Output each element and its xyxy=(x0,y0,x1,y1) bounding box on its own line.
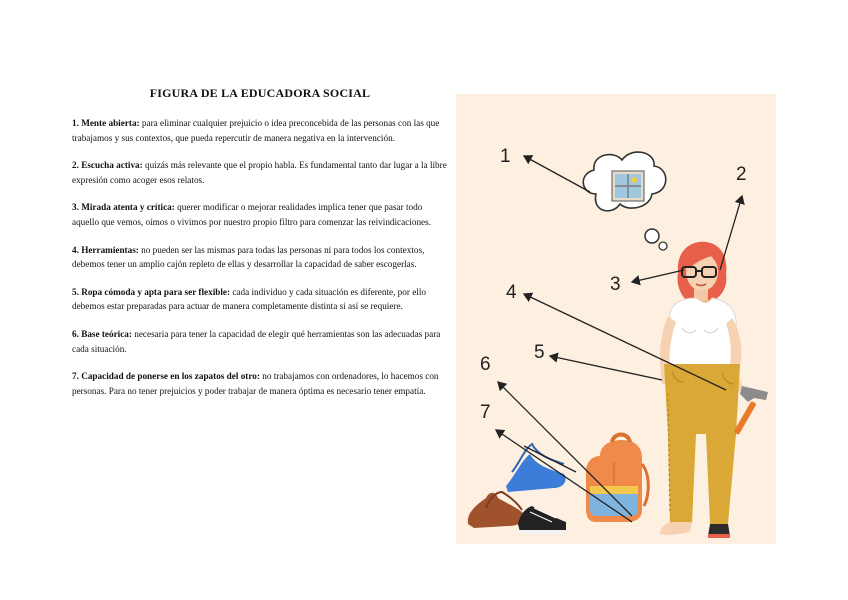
item-label: 5. Ropa cómoda y apta para ser flexible: xyxy=(72,286,231,297)
item-label: 6. Base teórica: xyxy=(72,328,132,339)
item-label: 3. Mirada atenta y crítica: xyxy=(72,202,175,213)
item-text: necesaria para tener la capacidad de elegir qué herramientas son las adecuadas para cada situación. xyxy=(72,328,441,354)
item-text: cada individuo y cada situación es diferente, por ello debemos estar preparadas para actuar de manera completamente distinta si así se requiere. xyxy=(72,286,426,312)
item-label: 2. Escucha activa: xyxy=(72,160,143,171)
list-item xyxy=(72,285,450,314)
callout-number: 7 xyxy=(480,402,491,423)
callout-number: 1 xyxy=(500,146,511,167)
item-text: quizás más relevante que el propio habla. Es fundamental tanto dar lugar a la libre expresión como acoger esos relatos. xyxy=(72,160,447,185)
list-item xyxy=(72,369,450,398)
item-label: 4. Herramientas: xyxy=(72,244,139,255)
callout-number: 5 xyxy=(534,342,545,363)
shoes-icon xyxy=(468,444,566,534)
callout-number: 2 xyxy=(736,164,747,185)
item-label: 1. Mente abierta: xyxy=(72,118,140,128)
list-item xyxy=(72,116,450,145)
qualities-list xyxy=(72,116,450,411)
callout-number: 3 xyxy=(610,274,621,295)
window-icon xyxy=(612,171,644,201)
callout-number: 6 xyxy=(480,354,491,375)
hammer-icon xyxy=(733,386,768,435)
item-text: no trabajamos con ordenadores, lo hacemos con personas. Para no tener prejuicios y poder trabajar de manera óptima es necesario tener empatía. xyxy=(72,371,439,396)
list-item xyxy=(72,200,450,229)
educator-figure xyxy=(660,242,744,538)
item-text: para eliminar cualquier prejuicio o idea preconcebida de las personas con las que trabajamos y sus contextos, que pueda repercutir de manera negativa en la intervención. xyxy=(72,118,440,143)
list-item xyxy=(72,158,450,187)
item-label: 7. Capacidad de ponerse en los zapatos del otro: xyxy=(72,371,260,382)
page-title: FIGURA DE LA EDUCADORA SOCIAL xyxy=(149,86,371,100)
item-text: querer modificar o mejorar realidades implica tener que pasar todo aquello que vemos, oímos o vivimos por nuestro propio filtro para comenzar las reivindicaciones. xyxy=(72,202,431,227)
list-item xyxy=(72,243,450,272)
callout-number: 4 xyxy=(506,282,517,303)
item-text: no pueden ser las mismas para todas las personas ni para todos los contextos, debemos tener un amplio cajón repleto de ellas y desarrollar la capacidad de saber escogerlas. xyxy=(72,244,425,270)
educator-illustration xyxy=(456,94,776,544)
backpack-icon xyxy=(586,435,648,523)
list-item xyxy=(72,327,450,356)
